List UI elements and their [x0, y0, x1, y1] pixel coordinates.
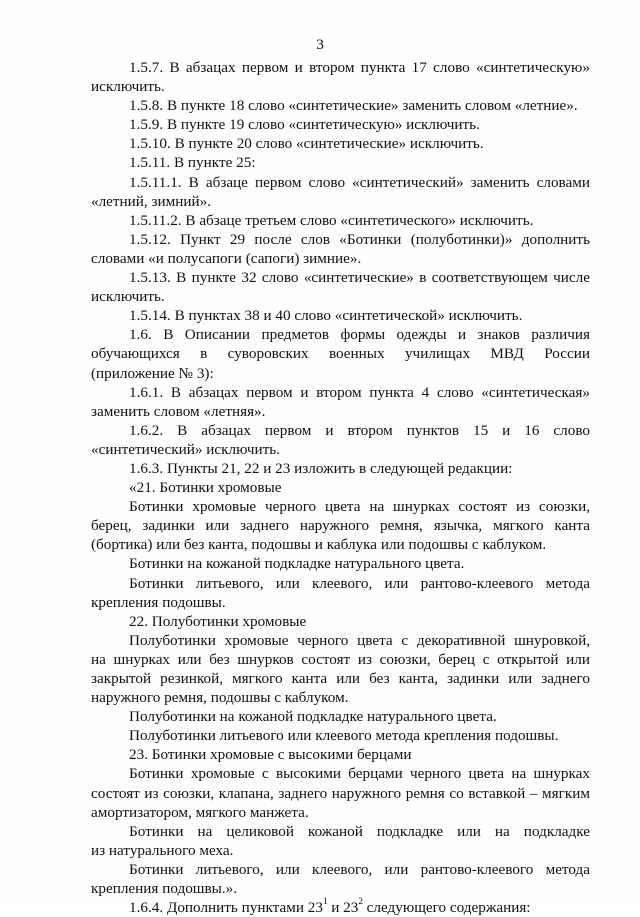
text-fragment: и 23 [327, 899, 359, 917]
text-line: Ботинки на кожаной подкладке натурального цвета. [129, 555, 465, 573]
text-line: Ботинки на целиковой кожаной подкладке или на подкладке [129, 822, 590, 840]
text-line: 1.5.11. В пункте 25: [129, 154, 256, 172]
text-line: Ботинки литьевого, или клеевого, или рантово-клеевого метода [129, 574, 590, 592]
text-line: Полуботинки хромовые черного цвета с декоративной шнуровкой, [129, 631, 590, 649]
superscript: 2 [358, 896, 363, 907]
text-line: на шнурках или без шнурков состоят из союзки, берец с открытой или [91, 650, 590, 668]
text-line: амортизатором, мягкого манжета. [91, 803, 309, 821]
text-fragment: следующего содержания: [362, 899, 531, 917]
text-line: заменить словом «летняя». [91, 402, 266, 420]
document-body [91, 58, 590, 917]
text-line: 1.5.10. В пункте 20 слово «синтетические» исключить. [129, 135, 484, 153]
text-line: 1.5.11.1. В абзаце первом слово «синтетический» заменить словами [129, 173, 590, 191]
text-line: 1.5.9. В пункте 19 слово «синтетическую» исключить. [129, 116, 480, 134]
text-line: 1.5.8. В пункте 18 слово «синтетические» заменить словом «летние». [129, 97, 578, 115]
text-line: 23. Ботинки хромовые с высокими берцами [129, 746, 412, 764]
text-line: обучающихся в суворовских военных училищах МВД России [91, 345, 590, 363]
text-line: 1.5.7. В абзацах первом и втором пункта 17 слово «синтетическую» [129, 59, 590, 76]
text-line: исключить. [91, 288, 165, 306]
text-line: Ботинки хромовые черного цвета на шнурках состоят из союзки, [129, 498, 590, 516]
text-line: «синтетический» исключить. [91, 440, 280, 458]
text-line: 1.6.3. Пункты 21, 22 и 23 изложить в следующей редакции: [129, 459, 513, 477]
text-line [91, 898, 590, 917]
text-fragment: 1.6.4. Дополнить пунктами 23 [129, 899, 323, 917]
text-line: закрытой резинкой, мягкого канта или без канта, задинки или заднего [91, 670, 590, 687]
text-line: «летний, зимний». [91, 192, 212, 210]
text-line: 22. Полуботинки хромовые [129, 612, 307, 630]
text-line: Полуботинки литьевого или клеевого метода крепления подошвы. [129, 727, 559, 745]
text-line: 1.5.14. В пунктах 38 и 40 слово «синтетической» исключить. [129, 307, 523, 325]
text-line: из натурального меха. [91, 841, 234, 859]
text-line: 1.5.11.2. В абзаце третьем слово «синтетического» исключить. [129, 211, 534, 229]
text-line: (приложение № 3): [91, 364, 214, 382]
superscript: 1 [322, 896, 328, 907]
text-line: состоят из союзки, клапана, заднего наружного ремня со вставкой – мягким [91, 784, 590, 802]
text-line: 1.5.13. В пункте 32 слово «синтетические» в соответствующем числе [129, 269, 590, 287]
text-line: 1.5.12. Пункт 29 после слов «Ботинки (полуботинки)» дополнить [129, 230, 590, 248]
text-line: «21. Ботинки хромовые [129, 479, 282, 497]
page-number: 3 [316, 36, 324, 53]
text-line: 1.6. В Описании предметов формы одежды и знаков различия [129, 326, 590, 344]
text-line: Ботинки хромовые с высокими берцами черного цвета на шнурках [129, 765, 590, 783]
text-line: Полуботинки на кожаной подкладке натурального цвета. [129, 708, 497, 726]
text-line: (бортика) или без канта, подошвы и каблука или подошвы с каблуком. [91, 536, 547, 554]
text-line: 1.6.1. В абзацах первом и втором пункта 4 слово «синтетическая» [129, 383, 590, 401]
text-line: словами «и полусапоги (сапоги) зимние». [91, 249, 362, 267]
text-line: крепления подошвы.». [91, 880, 238, 898]
text-line: 1.6.2. В абзацах первом и втором пунктов 15 и 16 слово [129, 421, 590, 439]
text-line: Ботинки литьевого, или клеевого, или рантово-клеевого метода [129, 860, 590, 878]
text-line: наружного ремня, подошвы с каблуком. [91, 689, 349, 707]
text-line: крепления подошвы. [91, 593, 226, 611]
text-line: берец, задинки или заднего наружного ремня, язычка, мягкого канта [91, 517, 590, 535]
text-line: исключить. [91, 78, 165, 96]
